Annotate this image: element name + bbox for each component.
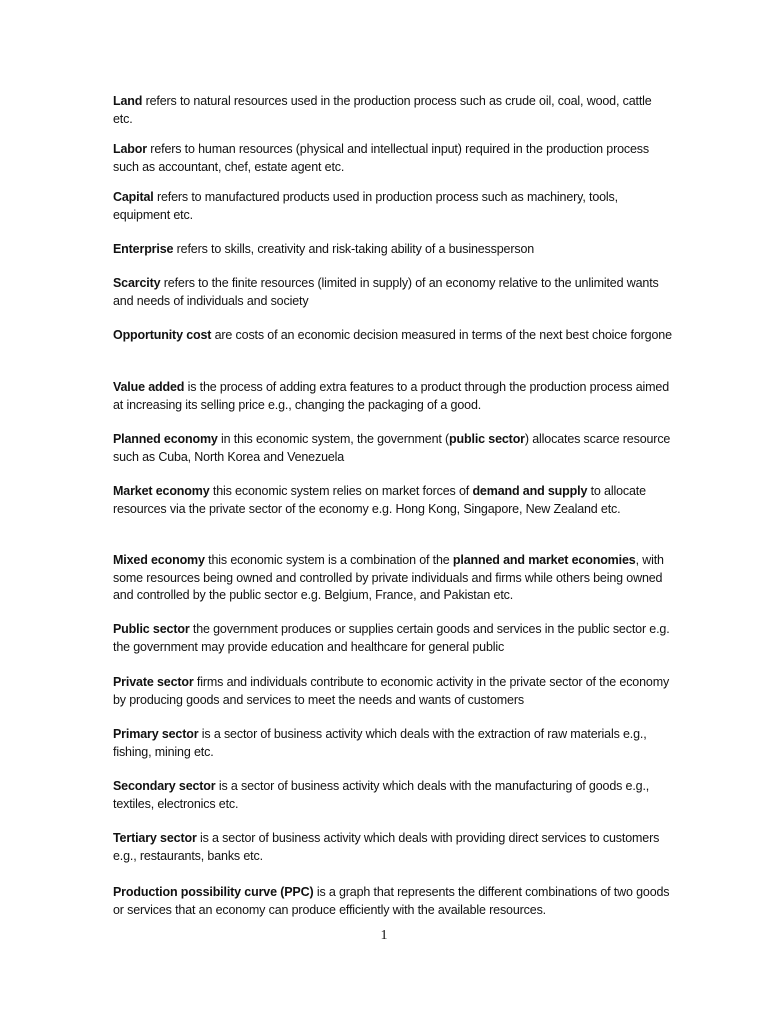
term-label: Capital [113, 190, 154, 204]
term-label: Primary sector [113, 727, 199, 741]
definition-entry [113, 93, 673, 128]
term-label: Scarcity [113, 276, 161, 290]
definition-text: is a graph that represents the different combinations of two goods or services that an economy can produce efficiently with the available resources. [113, 885, 670, 917]
definition-text: are costs of an economic decision measured in terms of the next best choice forgone [211, 328, 672, 342]
definition-text: refers to natural resources used in the production process such as crude oil, coal, wood, cattle etc. [113, 94, 652, 126]
definition-entry [113, 884, 673, 919]
term-label: Production possibility curve (PPC) [113, 885, 314, 899]
term-label: planned and market economies [452, 553, 636, 567]
definition-text: this economic system is a combination of the [204, 553, 453, 567]
definition-entry [113, 327, 673, 345]
term-label: Mixed economy [113, 553, 205, 567]
term-label: Value added [113, 380, 185, 394]
definition-entry [113, 483, 673, 518]
definition-entry [113, 674, 673, 709]
term-label: Planned economy [113, 432, 218, 446]
term-label: Tertiary sector [113, 831, 197, 845]
term-label: Market economy [113, 484, 210, 498]
definition-text: this economic system relies on market forces of [209, 484, 473, 498]
definition-text: to allocate resources via the private sector of the economy e.g. Hong Kong, Singapore, New Zealand etc. [113, 484, 646, 516]
term-label: Labor [113, 142, 147, 156]
term-label: demand and supply [472, 484, 588, 498]
definition-text: refers to the finite resources (limited in supply) of an economy relative to the unlimited wants and needs of individuals and society [113, 276, 659, 308]
term-label: public sector [449, 432, 525, 446]
definition-text: is the process of adding extra features to a product through the production process aimed at increasing its selling price e.g., changing the packaging of a good. [113, 380, 670, 412]
term-label: Enterprise [113, 242, 174, 256]
definition-entry [113, 141, 673, 176]
definition-entry [113, 778, 673, 813]
term-label: Opportunity cost [113, 328, 212, 342]
definition-entry [113, 552, 673, 605]
term-label: Public sector [113, 622, 190, 636]
definition-entry [113, 379, 673, 414]
definition-text: is a sector of business activity which deals with providing direct services to customers e.g., restaurants, banks etc. [113, 831, 660, 863]
definition-entry [113, 189, 673, 224]
definition-text: is a sector of business activity which deals with the manufacturing of goods e.g., textiles, electronics etc. [113, 779, 650, 811]
definition-entry [113, 275, 673, 310]
definition-entry [113, 241, 673, 259]
definition-text: in this economic system, the government ( [217, 432, 450, 446]
definition-text: refers to human resources (physical and intellectual input) required in the production process such as accountant, chef, estate agent etc. [113, 142, 649, 174]
definition-text: is a sector of business activity which deals with the extraction of raw materials e.g., fishing, mining etc. [113, 727, 647, 759]
definition-entry [113, 830, 673, 865]
definition-text: the government produces or supplies certain goods and services in the public sector e.g. the government may provide education and healthcare for general public [113, 622, 670, 654]
term-label: Land [113, 94, 143, 108]
term-label: Secondary sector [113, 779, 216, 793]
definition-text: firms and individuals contribute to economic activity in the private sector of the economy by producing goods and services to meet the needs and wants of customers [113, 675, 670, 707]
definition-text: ) allocates scarce resource such as Cuba, North Korea and Venezuela [113, 432, 671, 464]
term-label: Private sector [113, 675, 194, 689]
definition-entry [113, 431, 673, 466]
definition-entry [113, 726, 673, 761]
page-number: 1 [380, 928, 388, 943]
definition-entry [113, 621, 673, 656]
definition-text: refers to manufactured products used in production process such as machinery, tools, equipment etc. [113, 190, 618, 222]
definition-text: refers to skills, creativity and risk-taking ability of a businessperson [173, 242, 535, 256]
definition-text: , with some resources being owned and controlled by private individuals and firms while others being owned and controlled by the public sector e.g. Belgium, France, and Pakistan etc. [113, 553, 664, 602]
